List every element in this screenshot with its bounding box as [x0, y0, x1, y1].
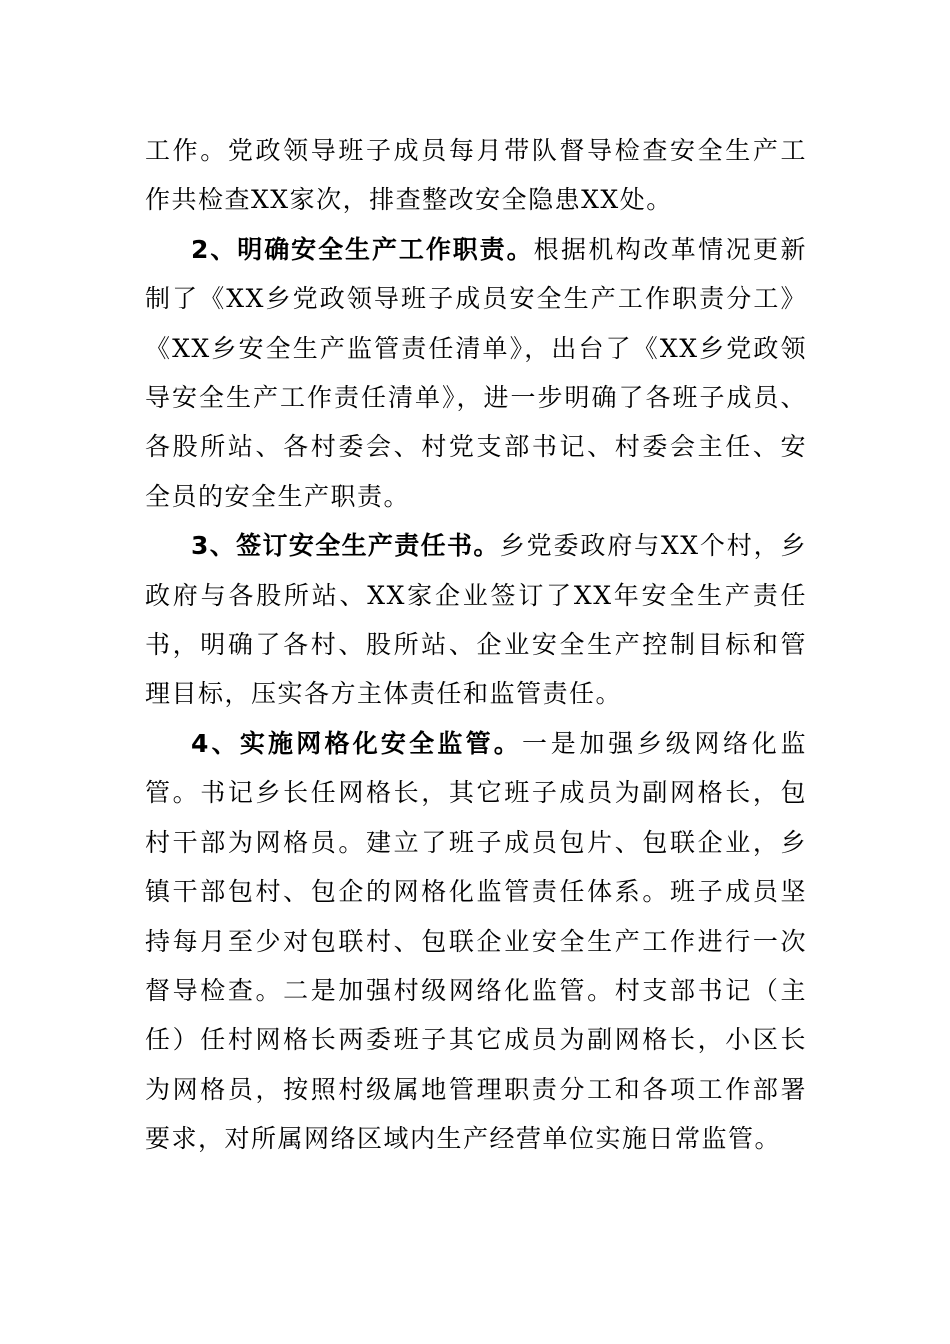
paragraph-grid-supervision: [145, 719, 807, 1164]
document-body: [145, 126, 807, 1164]
paragraph-heading: 4、实施网格化安全监管。: [191, 728, 523, 758]
paragraph-heading: 3、签订安全生产责任书。: [191, 531, 500, 561]
paragraph-responsibility-letter: [145, 521, 807, 719]
paragraph-body: 一是加强乡级网络化监管。书记乡长任网格长，其它班子成员为副网格长，包村干部为网格员。建立了班子成员包片、包联企业，乡镇干部包村、包企的网格化监管责任体系。班子成员坚持每月至少对包联村、包联企业安全生产工作进行一次督导检查。二是加强村级网络化监管。村支部书记（主任）任村网格长两委班子其它成员为副网格长，小区长为网格员，按照村级属地管理职责分工和各项工作部署要求，对所属网络区域内生产经营单位实施日常监管。: [145, 728, 807, 1154]
paragraph-body: 乡党委政府与XX个村，乡政府与各股所站、XX家企业签订了XX年安全生产责任书，明确了各村、股所站、企业安全生产控制目标和管理目标，压实各方主体责任和监管责任。: [145, 531, 807, 709]
paragraph-continuation: [145, 126, 807, 225]
paragraph-body: 工作。党政领导班子成员每月带队督导检查安全生产工作共检查XX家次，排查整改安全隐患XX处。: [145, 136, 807, 215]
paragraph-heading: 2、明确安全生产工作职责。: [191, 234, 534, 264]
paragraph-responsibilities: [145, 225, 807, 521]
paragraph-body: 根据机构改革情况更新制了《XX乡党政领导班子成员安全生产工作职责分工》《XX乡安全生产监管责任清单》，出台了《XX乡党政领导安全生产工作责任清单》，进一步明确了各班子成员、各股所站、各村委会、村党支部书记、村委会主任、安全员的安全生产职责。: [145, 234, 807, 511]
